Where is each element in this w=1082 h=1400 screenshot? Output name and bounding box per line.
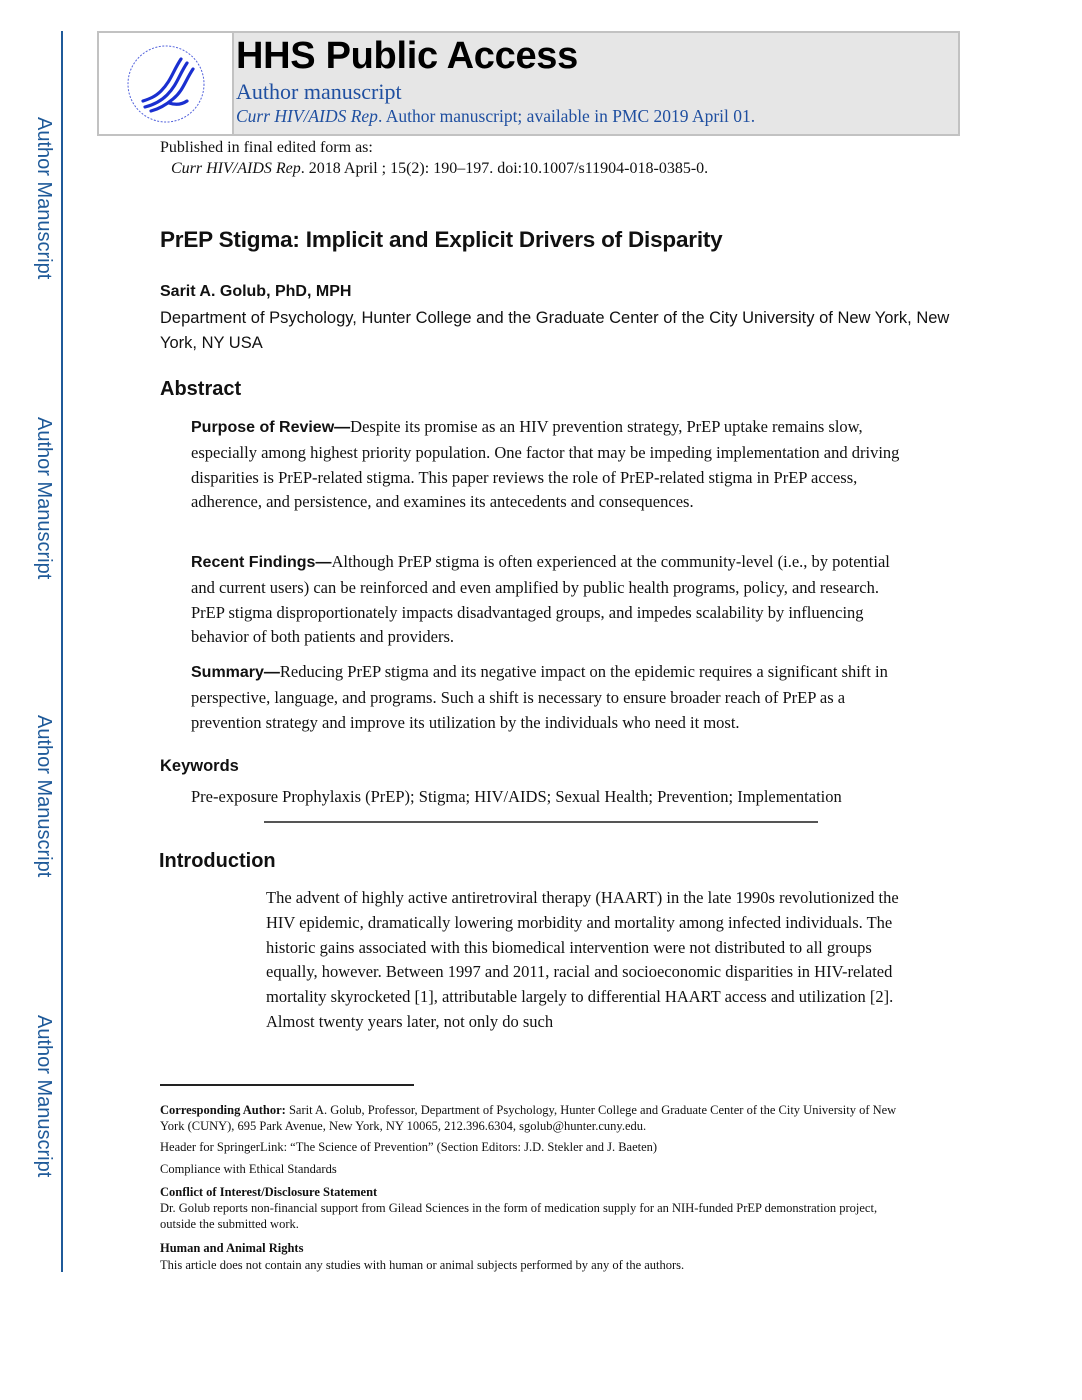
corresponding-text: Sarit A. Golub, Professor, Department of Psychology, Hunter College and Graduate Center of the City University of New York (CUNY), 695 Park Avenue, New York, NY 10065, 212.396.6304, sgolub@hunter.cuny.edu. [160, 1103, 897, 1133]
keywords-list: Pre-exposure Prophylaxis (PrEP); Stigma; HIV/AIDS; Sexual Health; Prevention; Implementation [191, 787, 842, 806]
abstract-purpose [191, 415, 903, 515]
side-label [33, 715, 55, 891]
header-note: Header for SpringerLink: “The Science of Prevention” (Section Editors: J.D. Stekler and J. Baeten) [160, 1140, 658, 1154]
rights-text: This article does not contain any studies with human or animal subjects performed by any of the authors. [160, 1258, 685, 1272]
citation-text: . 2018 April ; 15(2): 190–197. doi:10.1007/s11904-018-0385-0. [300, 160, 709, 177]
hhs-eagle-seal-icon [111, 41, 221, 127]
side-label-text: Author Manuscript [33, 417, 55, 580]
abstract-text: Despite its promise as an HIV prevention strategy, PrEP uptake remains slow, especially among highest priority population. One factor that may be impeding implementation and driving disparities is PrEP-related stigma. This paper reviews the role of PrEP-related stigma in PrEP access, adherence, and persistence, and examines its antecedents and consequences. [191, 417, 900, 512]
margin-rule [61, 31, 63, 1272]
journal-name: Curr HIV/AIDS Rep [236, 106, 378, 126]
availability-text: . Author manuscript; available in PMC 2019 April 01. [377, 106, 756, 126]
conflict-text: Dr. Golub reports non-financial support from Gilead Sciences in the form of medication supply for an NIH-funded PrEP demonstration project, outside the submitted work. [160, 1201, 878, 1231]
hhs-logo [99, 33, 234, 134]
conflict-heading-text: Conflict of Interest/Disclosure Statement [160, 1185, 378, 1199]
abstract-summary [191, 660, 903, 735]
hhs-header [97, 31, 960, 136]
abstract-text: Reducing PrEP stigma and its negative impact on the epidemic requires a significant shift in perspective, language, and programs. Such a shift is necessary to ensure broader reach of PrEP as a prevention strategy and improve its utilization by the individuals who need it most. [191, 662, 888, 732]
citation-journal: Curr HIV/AIDS Rep [171, 160, 301, 177]
citation [171, 160, 708, 178]
side-label-text: Author Manuscript [33, 117, 55, 280]
abstract-findings [191, 550, 903, 650]
side-label [33, 117, 55, 293]
keywords-heading: Keywords [160, 757, 239, 775]
rights-heading-text: Human and Animal Rights [160, 1241, 304, 1255]
affiliation: Department of Psychology, Hunter College and the Graduate Center of the City University of New York, New York, NY USA [160, 309, 950, 352]
footnote-divider [160, 1084, 414, 1086]
abstract-lead: Purpose of Review— [191, 419, 351, 436]
abstract-lead: Recent Findings— [191, 554, 332, 571]
availability-line [236, 106, 755, 127]
introduction-heading: Introduction [159, 850, 276, 872]
side-label-text: Author Manuscript [33, 1015, 55, 1178]
author-name: Sarit A. Golub, PhD, MPH [160, 283, 352, 300]
rights-heading [160, 1240, 900, 1256]
introduction-paragraph: The advent of highly active antiretroviral therapy (HAART) in the late 1990s revolutionized the HIV epidemic, dramatically lowering morbidity and mortality among infected individuals. The historic gains associated with this biomedical intervention were not distributed to all groups equally, however. Between 1997 and 2011, racial and socioeconomic disparities in HIV-related mortality skyrocketed [1], attributable largely to differential HAART access and utilization [2]. Almost twenty years later, not only do such [266, 888, 899, 1031]
conflict-heading [160, 1184, 900, 1200]
side-label [33, 417, 55, 593]
hhs-title: HHS Public Access [236, 35, 578, 77]
abstract-lead: Summary— [191, 664, 280, 681]
article-title: PrEP Stigma: Implicit and Explicit Drivers of Disparity [160, 227, 723, 252]
side-label [33, 1015, 55, 1191]
side-label-text: Author Manuscript [33, 715, 55, 878]
compliance-note: Compliance with Ethical Standards [160, 1162, 337, 1176]
published-label: Published in final edited form as: [160, 139, 373, 156]
corresponding-label: Corresponding Author: [160, 1103, 286, 1117]
corresponding-author-note [160, 1102, 900, 1134]
abstract-text: Although PrEP stigma is often experienced at the community-level (i.e., by potential and current users) can be reinforced and even amplified by public health programs, policy, and research. PrEP stigma disproportionately impacts disadvantaged groups, and impedes scalability by influencing behavior of both patients and providers. [191, 552, 890, 647]
abstract-heading: Abstract [160, 378, 242, 400]
hhs-subtitle: Author manuscript [236, 79, 402, 104]
keywords-divider [264, 821, 818, 823]
